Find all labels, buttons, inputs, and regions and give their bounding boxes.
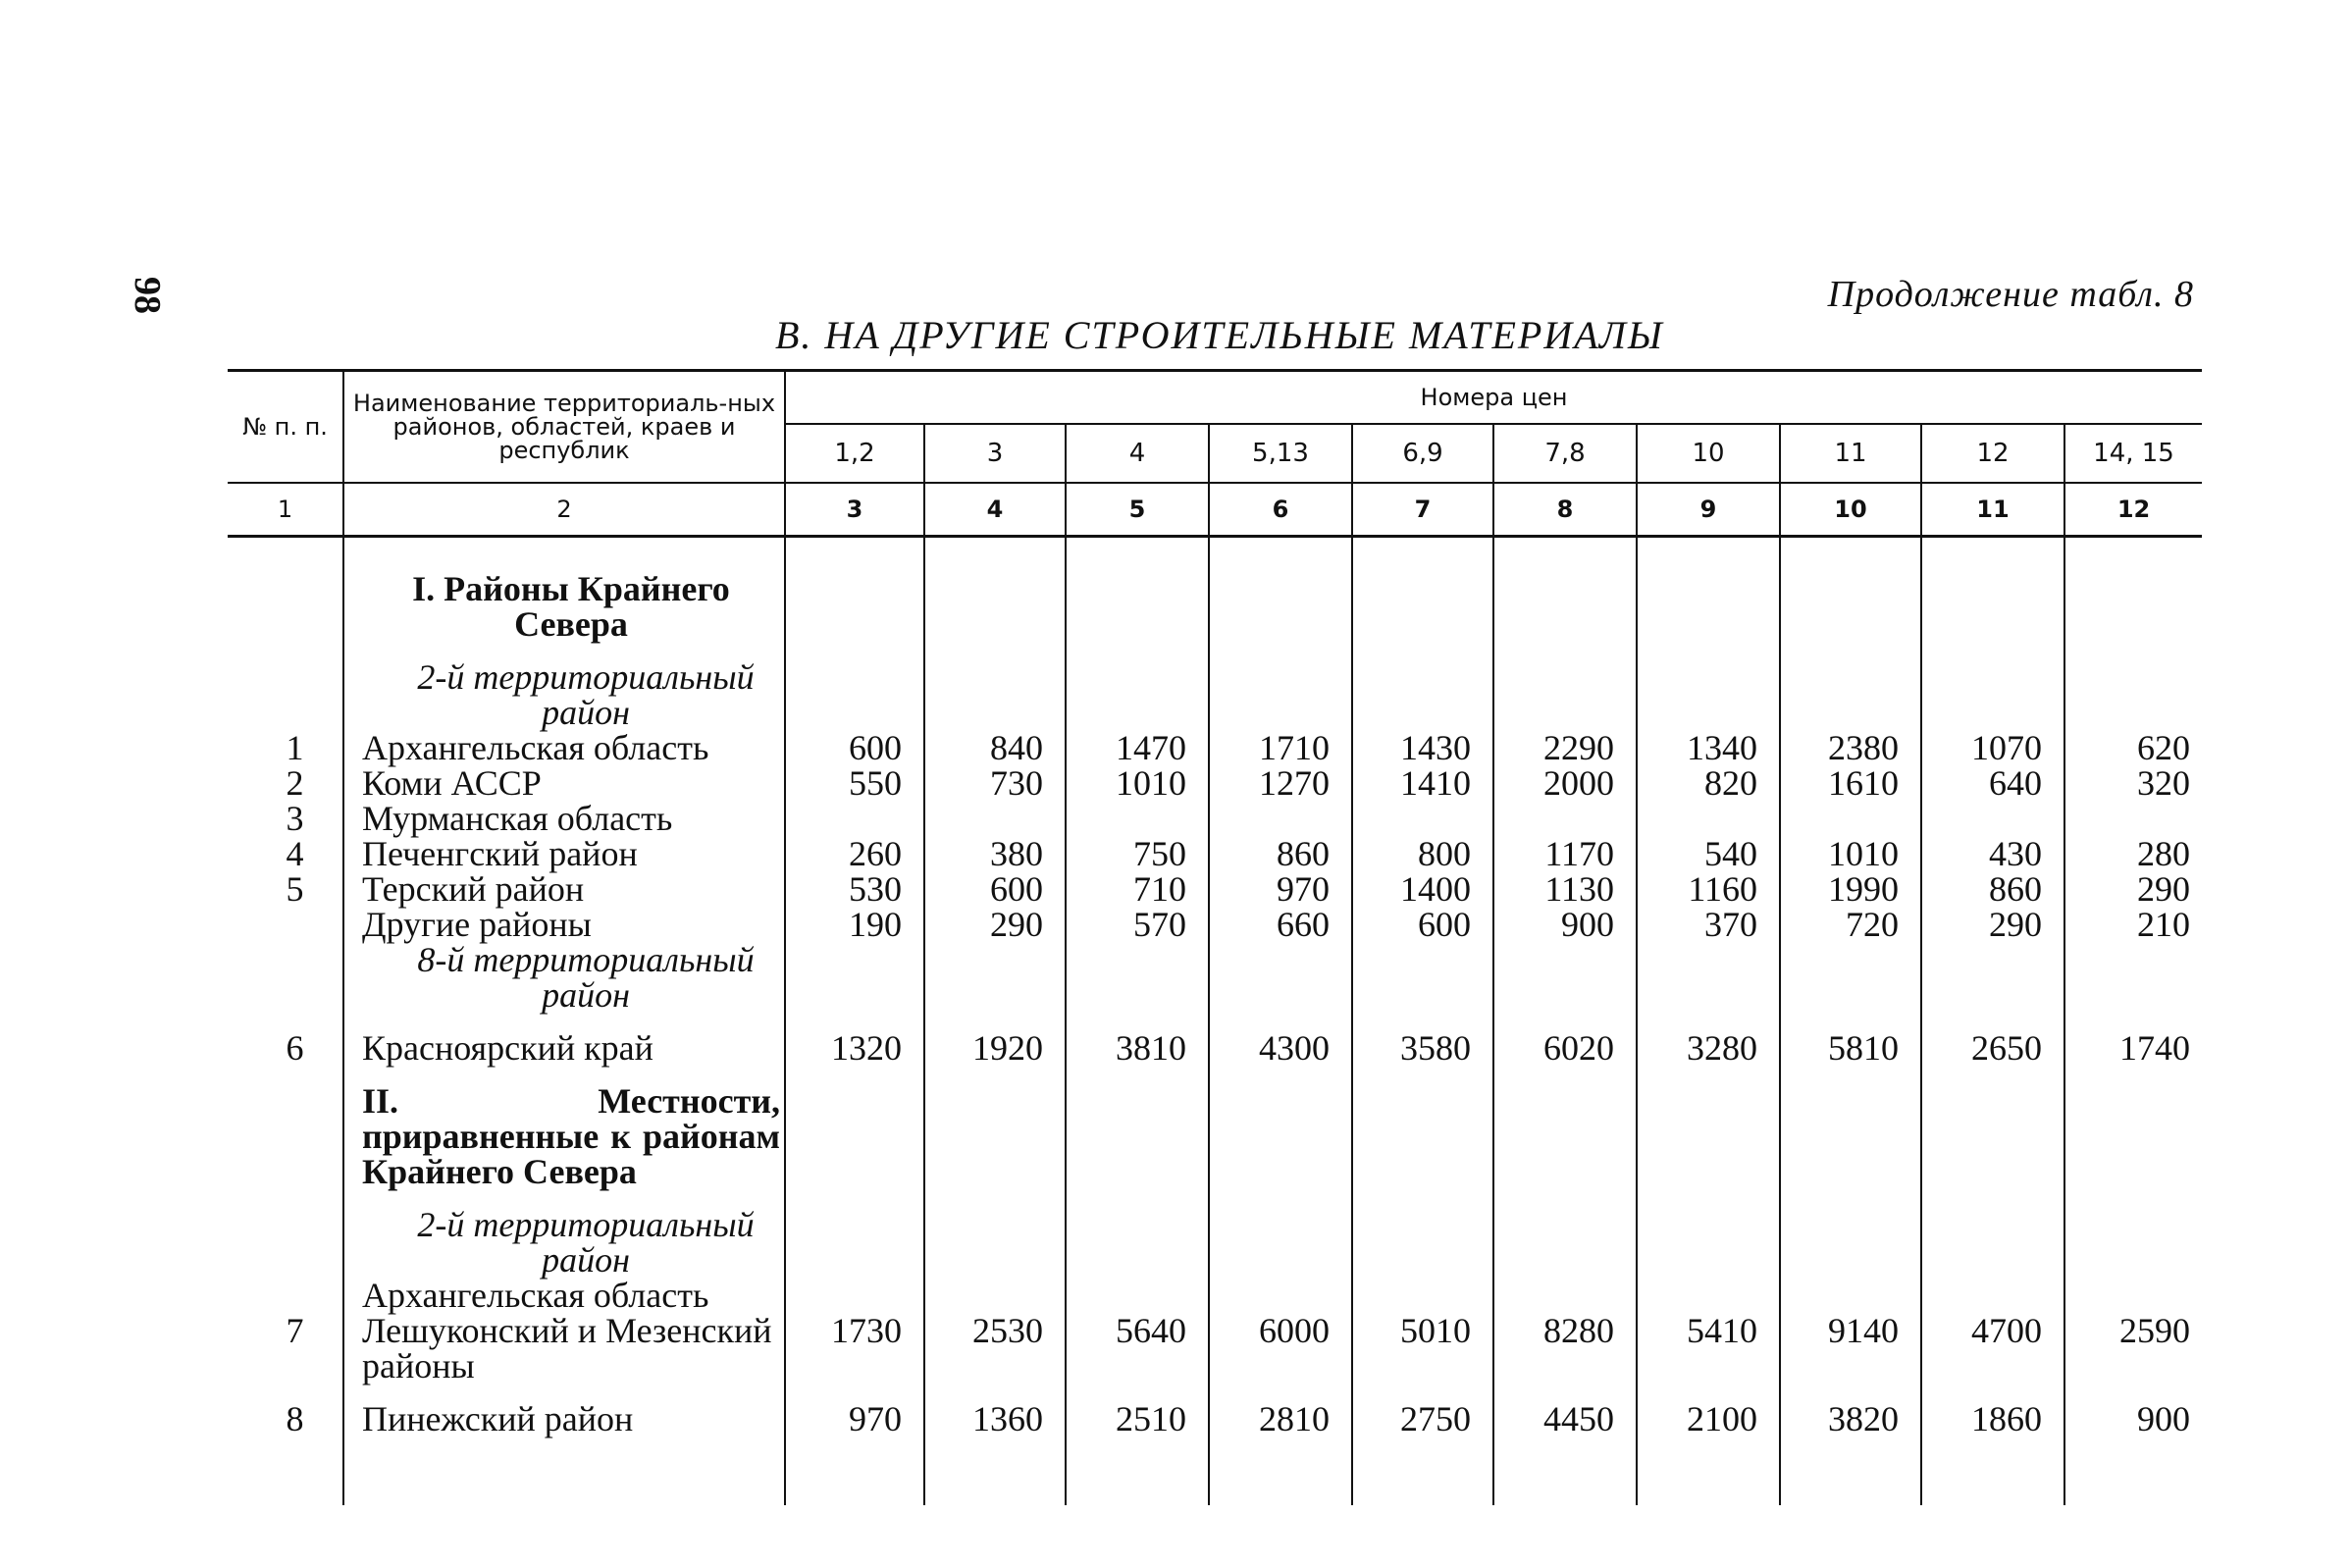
header-price-numbers: Номера цен [785, 371, 2202, 425]
price-value: 4450 [1493, 1401, 1637, 1437]
price-code: 14, 15 [2064, 424, 2202, 483]
column-number: 3 [785, 483, 924, 537]
price-value: 2000 [1493, 765, 1637, 801]
price-value: 600 [785, 730, 924, 765]
table-row [228, 907, 2202, 942]
price-value: 1730 [785, 1313, 924, 1384]
price-value: 530 [785, 871, 924, 907]
column-number: 10 [1780, 483, 1921, 537]
subheading-row [228, 942, 2202, 1013]
price-value: 1010 [1066, 765, 1209, 801]
price-value: 840 [924, 730, 1066, 765]
table-body [228, 537, 2202, 1506]
price-value: 6000 [1209, 1313, 1352, 1384]
price-code: 1,2 [785, 424, 924, 483]
price-value: 720 [1780, 907, 1921, 942]
section-heading-row [228, 1083, 2202, 1189]
price-value: 2590 [2119, 1311, 2191, 1350]
price-value: 2650 [1921, 1030, 2064, 1066]
table-row [228, 730, 2202, 765]
section2-heading: II. Местности, приравненные к районам Крайнего Севера [362, 1081, 780, 1191]
price-value: 750 [1066, 836, 1209, 871]
price-value: 1170 [1493, 836, 1637, 871]
column-number: 11 [1921, 483, 2064, 537]
price-value: 1710 [1209, 730, 1352, 765]
price-value: 540 [1637, 836, 1780, 871]
section1-sub8: 8-й территориальный район [417, 940, 755, 1015]
price-value: 820 [1637, 765, 1780, 801]
price-value: 1360 [924, 1401, 1066, 1437]
region-name: Красноярский край [343, 1030, 785, 1066]
section-title: В. НА ДРУГИЕ СТРОИТЕЛЬНЫЕ МАТЕРИАЛЫ [775, 313, 1664, 357]
price-value: 1270 [1209, 765, 1352, 801]
section-heading-row [228, 565, 2202, 642]
table-row [228, 836, 2202, 871]
price-code: 11 [1780, 424, 1921, 483]
price-value: 6020 [1493, 1030, 1637, 1066]
row-number: 6 [286, 1028, 304, 1068]
price-value [1209, 801, 1352, 836]
price-value [924, 801, 1066, 836]
price-value: 1160 [1637, 871, 1780, 907]
price-code: 10 [1637, 424, 1780, 483]
price-value: 970 [785, 1401, 924, 1437]
price-value: 970 [1209, 871, 1352, 907]
price-value: 5810 [1780, 1030, 1921, 1066]
price-value: 290 [2137, 869, 2191, 909]
price-value: 620 [2137, 728, 2191, 767]
price-value: 9140 [1780, 1313, 1921, 1384]
region-name: Мурманская область [343, 801, 785, 836]
price-value: 800 [1352, 836, 1493, 871]
price-value: 320 [2137, 763, 2191, 803]
continuation-label: Продолжение табл. 8 [1827, 274, 2194, 315]
price-value: 210 [2137, 905, 2191, 944]
price-code: 12 [1921, 424, 2064, 483]
page-number: 98 [127, 277, 168, 314]
row-number [228, 907, 343, 942]
price-value: 600 [1352, 907, 1493, 942]
table-row [228, 1030, 2202, 1066]
price-value: 2290 [1493, 730, 1637, 765]
price-value [1921, 801, 2064, 836]
price-value: 290 [924, 907, 1066, 942]
region-name: Терский район [343, 871, 785, 907]
price-value: 660 [1209, 907, 1352, 942]
column-number: 8 [1493, 483, 1637, 537]
header-np: № п. п. [228, 371, 343, 484]
price-value: 2530 [924, 1313, 1066, 1384]
price-value: 260 [785, 836, 924, 871]
column-number: 6 [1209, 483, 1352, 537]
price-value [1637, 801, 1780, 836]
price-value [1352, 801, 1493, 836]
price-value: 430 [1921, 836, 2064, 871]
price-value: 2510 [1066, 1401, 1209, 1437]
price-value: 860 [1209, 836, 1352, 871]
price-value: 900 [1493, 907, 1637, 942]
region-name: Другие районы [343, 907, 785, 942]
price-value: 190 [785, 907, 924, 942]
price-value: 370 [1637, 907, 1780, 942]
price-value: 5010 [1352, 1313, 1493, 1384]
price-value: 5410 [1637, 1313, 1780, 1384]
price-value: 2380 [1780, 730, 1921, 765]
price-value: 1400 [1352, 871, 1493, 907]
subheading-row [228, 659, 2202, 730]
price-value: 570 [1066, 907, 1209, 942]
price-value: 4700 [1921, 1313, 2064, 1384]
price-value: 1320 [785, 1030, 924, 1066]
price-value: 290 [1921, 907, 2064, 942]
section1-heading: I. Районы Крайнего Севера [412, 569, 730, 644]
region-name: Коми АССР [343, 765, 785, 801]
price-value [785, 801, 924, 836]
price-value: 5640 [1066, 1313, 1209, 1384]
price-value: 1860 [1921, 1401, 2064, 1437]
price-value: 2750 [1352, 1401, 1493, 1437]
price-value: 730 [924, 765, 1066, 801]
price-code: 6,9 [1352, 424, 1493, 483]
column-number: 5 [1066, 483, 1209, 537]
price-value: 900 [2137, 1399, 2191, 1438]
row-number: 2 [286, 763, 304, 803]
price-value: 3580 [1352, 1030, 1493, 1066]
region-label-row [228, 1278, 2202, 1313]
price-value: 1920 [924, 1030, 1066, 1066]
row-number: 1 [286, 728, 304, 767]
price-value: 1610 [1780, 765, 1921, 801]
region-name: Печенгский район [343, 836, 785, 871]
table-row [228, 1401, 2202, 1437]
price-value: 1740 [2119, 1028, 2191, 1068]
price-value [1780, 801, 1921, 836]
price-code: 7,8 [1493, 424, 1637, 483]
price-value: 4300 [1209, 1030, 1352, 1066]
row-number: 7 [286, 1311, 304, 1350]
table-row [228, 871, 2202, 907]
price-value: 380 [924, 836, 1066, 871]
price-value: 710 [1066, 871, 1209, 907]
table-row [228, 1313, 2202, 1384]
row-number: 8 [286, 1399, 304, 1438]
price-value: 1130 [1493, 871, 1637, 907]
section1-sub1: 2-й территориальный район [417, 657, 755, 732]
price-value: 1340 [1637, 730, 1780, 765]
region-name: Лешуконский и Мезенский районы [343, 1313, 785, 1384]
column-number: 4 [924, 483, 1066, 537]
price-value: 280 [2137, 834, 2191, 873]
price-value: 3810 [1066, 1030, 1209, 1066]
row-number: 4 [286, 834, 304, 873]
price-code: 5,13 [1209, 424, 1352, 483]
price-value: 1430 [1352, 730, 1493, 765]
region-name: Пинежский район [343, 1401, 785, 1437]
header-name: Наименование территориаль-ных районов, областей, краев и республик [343, 371, 785, 484]
column-number: 9 [1637, 483, 1780, 537]
price-value: 550 [785, 765, 924, 801]
price-value [1493, 801, 1637, 836]
column-number: 1 [228, 483, 343, 537]
price-table [228, 369, 2202, 1505]
price-value: 1990 [1780, 871, 1921, 907]
row-number: 5 [286, 869, 304, 909]
price-value: 1410 [1352, 765, 1493, 801]
price-code: 4 [1066, 424, 1209, 483]
section2-sub2: 2-й территориальный район [417, 1205, 755, 1280]
subheading-row [228, 1207, 2202, 1278]
table-row [228, 765, 2202, 801]
column-number: 12 [2064, 483, 2202, 537]
region-name: Архангельская область [343, 730, 785, 765]
price-value: 600 [924, 871, 1066, 907]
price-value: 640 [1921, 765, 2064, 801]
price-value: 2810 [1209, 1401, 1352, 1437]
column-number: 7 [1352, 483, 1493, 537]
price-value: 2100 [1637, 1401, 1780, 1437]
price-value: 1470 [1066, 730, 1209, 765]
price-code: 3 [924, 424, 1066, 483]
price-value: 8280 [1493, 1313, 1637, 1384]
price-value: 3280 [1637, 1030, 1780, 1066]
table-row [228, 801, 2202, 836]
price-value [2064, 801, 2202, 836]
row-number: 3 [286, 799, 304, 838]
price-value [1066, 801, 1209, 836]
column-number: 2 [343, 483, 785, 537]
region-label: Архангельская область [343, 1278, 785, 1313]
price-value: 1010 [1780, 836, 1921, 871]
price-value: 860 [1921, 871, 2064, 907]
price-value: 3820 [1780, 1401, 1921, 1437]
price-value: 1070 [1921, 730, 2064, 765]
